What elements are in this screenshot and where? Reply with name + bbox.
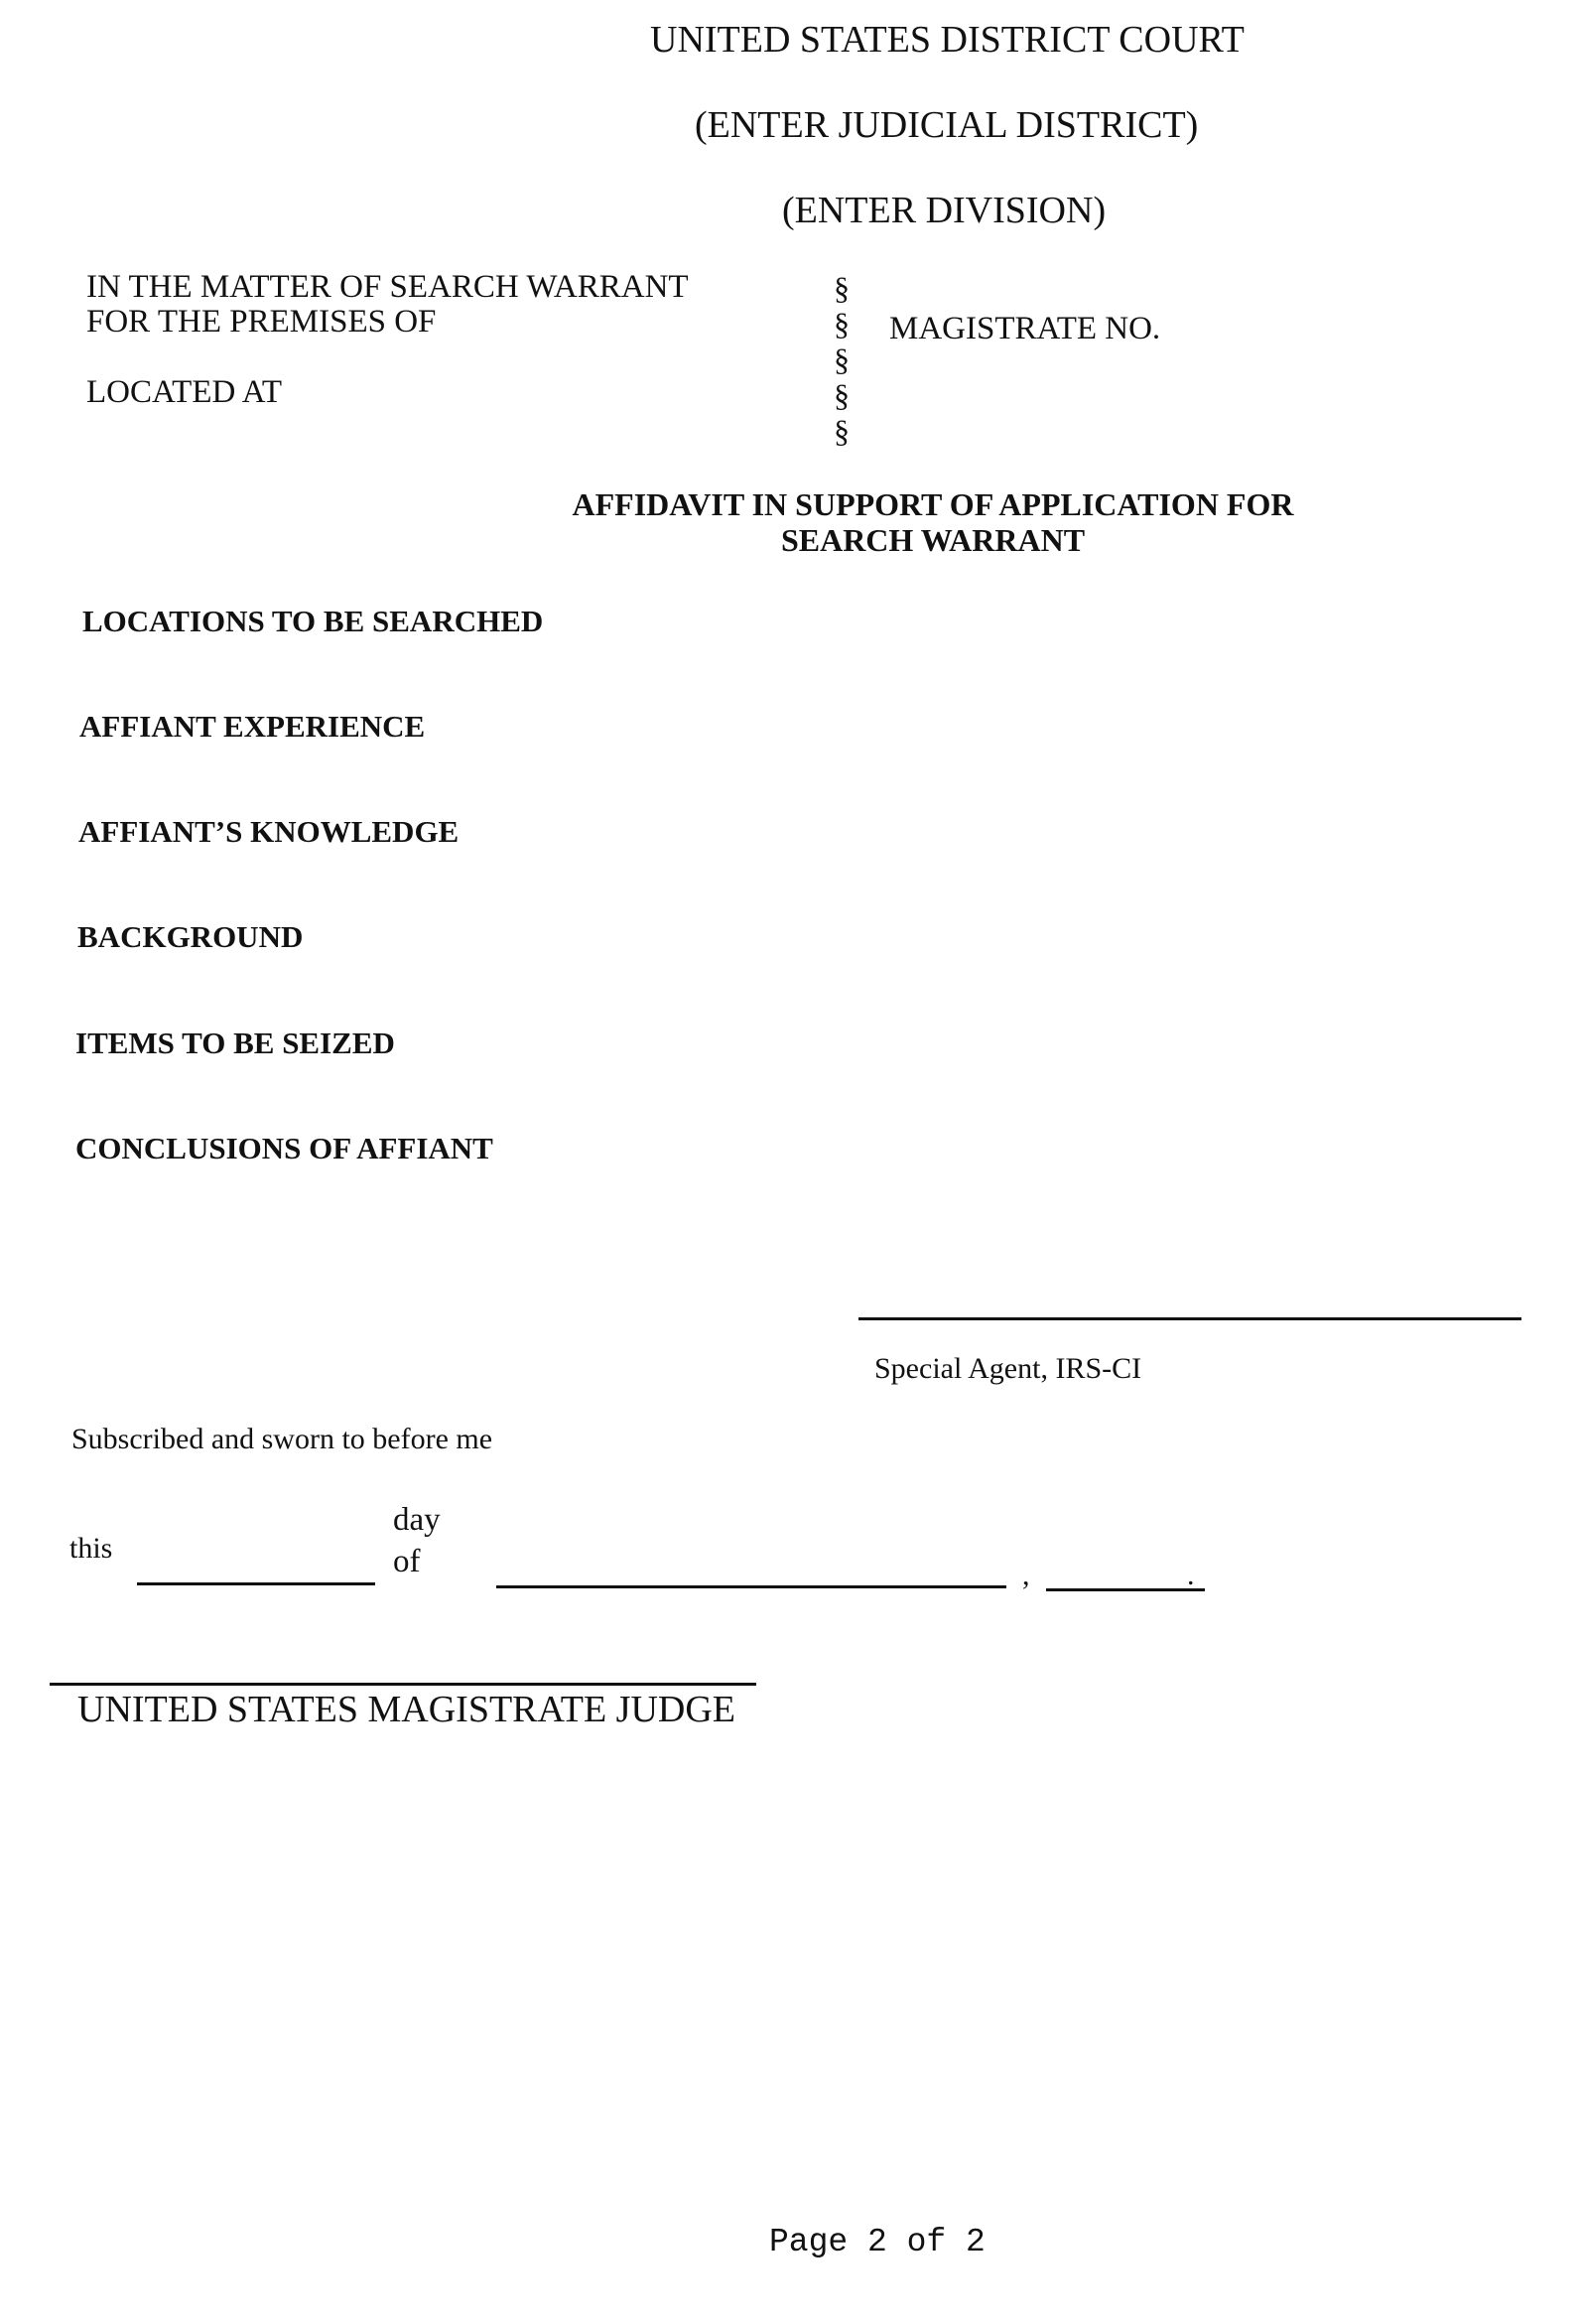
- judicial-district: (ENTER JUDICIAL DISTRICT): [695, 104, 1199, 146]
- matter-line-1: IN THE MATTER OF SEARCH WARRANT: [86, 269, 689, 305]
- day-blank-line: [137, 1582, 375, 1585]
- magistrate-judge-title: UNITED STATES MAGISTRATE JUDGE: [77, 1689, 735, 1730]
- section-heading: CONCLUSIONS OF AFFIANT: [75, 1131, 493, 1165]
- section-heading: AFFIANT EXPERIENCE: [79, 709, 426, 744]
- month-blank-line: [496, 1585, 1006, 1588]
- section-symbol: §: [834, 270, 850, 306]
- located-at: LOCATED AT: [86, 374, 283, 410]
- section-heading: AFFIANT’S KNOWLEDGE: [78, 814, 460, 849]
- section-symbol: §: [834, 377, 850, 413]
- court-name: UNITED STATES DISTRICT COURT: [650, 19, 1245, 61]
- section-symbol: §: [834, 413, 850, 449]
- section-symbol: §: [834, 342, 850, 377]
- subscribed-text: Subscribed and sworn to before me: [71, 1423, 493, 1455]
- agent-title: Special Agent, IRS-CI: [874, 1352, 1142, 1385]
- judge-signature-line: [50, 1683, 756, 1686]
- page-number: Page 2 of 2: [769, 2224, 986, 2260]
- section-heading: LOCATIONS TO BE SEARCHED: [82, 604, 544, 638]
- division: (ENTER DIVISION): [782, 190, 1107, 231]
- section-heading: BACKGROUND: [77, 919, 304, 954]
- this-label: this: [69, 1532, 113, 1565]
- section-symbol: §: [834, 306, 850, 342]
- affidavit-title-line-2: SEARCH WARRANT: [780, 522, 1086, 558]
- magistrate-number-label: MAGISTRATE NO.: [889, 311, 1161, 346]
- section-heading: ITEMS TO BE SEIZED: [75, 1025, 395, 1060]
- comma: ,: [1022, 1559, 1030, 1591]
- period: .: [1187, 1559, 1195, 1591]
- day-label: day: [393, 1502, 441, 1538]
- matter-line-2: FOR THE PREMISES OF: [86, 304, 437, 340]
- affidavit-title-line-1: AFFIDAVIT IN SUPPORT OF APPLICATION FOR: [572, 486, 1294, 522]
- agent-signature-line: [858, 1317, 1521, 1320]
- of-label: of: [393, 1544, 421, 1579]
- affidavit-title: [556, 486, 1310, 558]
- year-blank-line: [1046, 1588, 1205, 1591]
